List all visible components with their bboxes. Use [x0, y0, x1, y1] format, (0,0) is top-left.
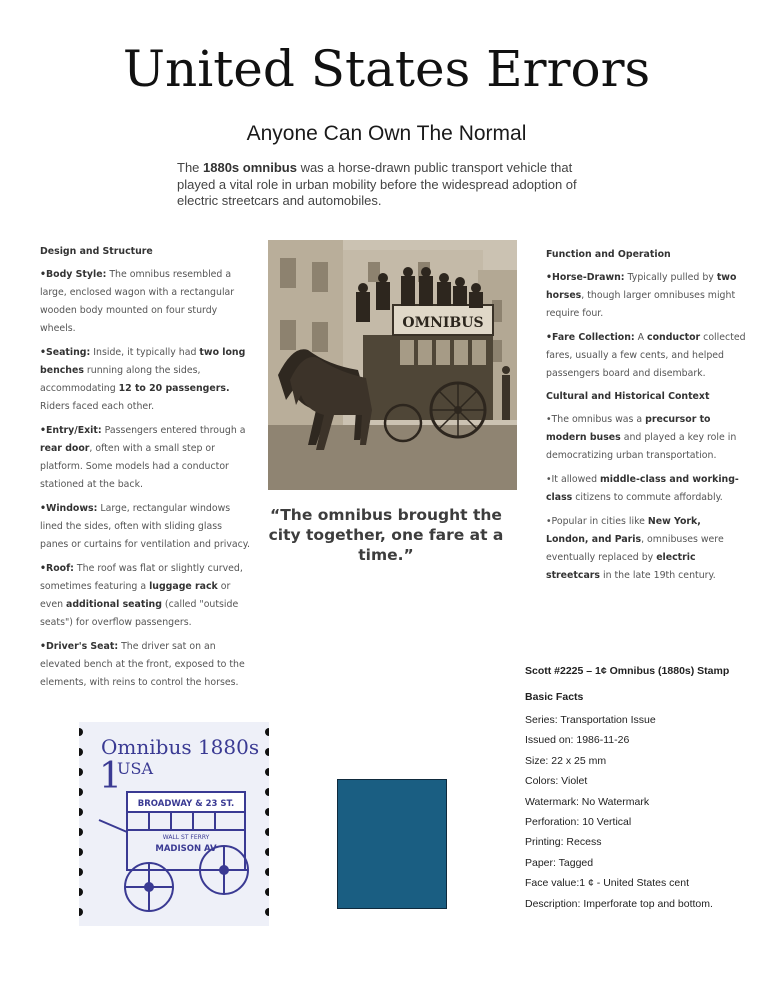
item-text: collected fares, usually a few cents, and helped passengers board and disembark.	[546, 332, 746, 379]
list-item	[40, 344, 250, 416]
fact-description: Description: Imperforate top and bottom.	[525, 897, 713, 910]
svg-text:MADISON AV: MADISON AV	[155, 844, 217, 854]
item-label: •Windows:	[40, 503, 98, 514]
page-subtitle: Anyone Can Own The Normal	[246, 122, 527, 145]
design-section	[40, 244, 250, 698]
item-text: running along the sides, accommodating	[40, 365, 201, 394]
item-text: The driver sat on an elevated bench at the front, exposed to the elements, with reins to control the horses.	[40, 641, 245, 688]
omnibus-illustration	[268, 240, 517, 490]
item-text: Inside, it typically had	[90, 347, 200, 358]
omnibus-stamp-illustration	[79, 722, 269, 926]
item-text: (called "outside seats") for overflow passengers.	[40, 599, 239, 628]
list-item	[40, 560, 250, 632]
item-text: Large, rectangular windows lined the sides, often with sliding glass panes or curtains for ventilation and privacy.	[40, 503, 250, 550]
fact-paper: Paper: Tagged	[525, 856, 594, 869]
svg-text:USA: USA	[117, 759, 153, 778]
list-item	[546, 411, 746, 465]
item-bold: conductor	[647, 332, 701, 343]
list-item	[40, 266, 250, 338]
fact-colors: Colors: Violet	[525, 775, 588, 788]
stamp-facts	[525, 664, 765, 914]
item-text: Passengers entered through a	[101, 425, 246, 436]
item-label: •Driver's Seat:	[40, 641, 119, 652]
item-text: •Popular in cities like	[546, 516, 648, 527]
list-item	[546, 513, 746, 585]
item-text: or even	[40, 581, 231, 610]
item-label: •Roof:	[40, 563, 74, 574]
item-label: •Entry/Exit:	[40, 425, 102, 436]
item-bold: middle-class and working-class	[546, 474, 739, 503]
function-section	[546, 247, 746, 591]
intro-text: The	[177, 160, 204, 175]
item-bold: two horses	[546, 272, 737, 301]
fact-issued: Issued on: 1986-11-26	[525, 734, 630, 747]
item-text: Riders faced each other.	[40, 401, 155, 412]
fact-perforation: Perforation: 10 Vertical	[525, 815, 632, 828]
fact-printing: Printing: Recess	[525, 836, 602, 849]
item-text: in the late 19th century.	[599, 570, 716, 581]
item-text: The roof was flat or slightly curved, sometimes featuring a	[40, 563, 243, 592]
page-title: United States Errors	[122, 40, 651, 98]
item-text: citizens to commute affordably.	[572, 492, 723, 503]
item-text: , though larger omnibuses might require four.	[546, 290, 736, 319]
stamp-image	[79, 722, 269, 926]
list-item	[40, 500, 250, 554]
list-item	[40, 422, 250, 494]
item-bold: New York, London, and Paris	[546, 516, 701, 545]
list-item	[546, 269, 746, 323]
svg-text:1: 1	[99, 756, 122, 797]
item-text: , omnibuses were eventually replaced by	[546, 534, 724, 563]
svg-text:OMNIBUS: OMNIBUS	[402, 315, 484, 331]
item-text: •It allowed	[546, 474, 601, 485]
intro-paragraph	[177, 160, 597, 210]
item-label: •Body Style:	[40, 269, 107, 280]
item-text: •The omnibus was a	[546, 414, 646, 425]
fact-face-value: Face value:1 ¢ - United States cent	[525, 877, 690, 890]
section-heading: Function and Operation	[546, 249, 671, 260]
section-heading: Design and Structure	[40, 246, 153, 257]
list-item	[546, 329, 746, 383]
list-item	[40, 638, 250, 692]
fact-watermark: Watermark: No Watermark	[525, 795, 650, 808]
svg-text:BROADWAY & 23 ST.: BROADWAY & 23 ST.	[137, 799, 235, 809]
item-text: and played a key role in democratizing urban transportation.	[546, 432, 737, 461]
fact-series: Series: Transportation Issue	[525, 714, 656, 726]
section-heading: Cultural and Historical Context	[546, 391, 710, 402]
item-text: The omnibus resembled a large, enclosed wagon with a rectangular wooden body mounted on four sturdy wheels.	[40, 269, 235, 334]
item-text: A	[634, 332, 648, 343]
item-bold: 12 to 20 passengers.	[118, 383, 230, 394]
item-bold: luggage rack	[149, 581, 218, 592]
featured-quote: “The omnibus brought the city together, one fare at a time.”	[268, 506, 504, 564]
intro-text: was a horse-drawn public transport vehicle that played a vital role in urban mobility before the widespread adoption of electric streetcars and automobiles.	[177, 160, 577, 208]
item-label: •Seating:	[40, 347, 91, 358]
facts-subheading: Basic Facts	[525, 691, 584, 703]
svg-text:Omnibus 1880s: Omnibus 1880s	[101, 735, 260, 759]
svg-text:WALL ST FERRY: WALL ST FERRY	[162, 834, 210, 841]
item-bold: rear door	[40, 443, 90, 454]
intro-bold: 1880s omnibus	[203, 160, 297, 175]
item-label: •Horse-Drawn:	[546, 272, 625, 283]
item-bold: electric streetcars	[546, 552, 696, 581]
item-label: •Fare Collection:	[546, 332, 635, 343]
omnibus-engraving-image	[268, 240, 517, 490]
item-bold: two long benches	[40, 347, 246, 376]
item-bold: additional seating	[66, 599, 162, 610]
list-item	[546, 471, 746, 507]
item-text: , often with a small step or platform. Some models had a conductor stationed at the back.	[40, 443, 229, 490]
color-swatch	[337, 779, 447, 909]
item-bold: precursor to modern buses	[546, 414, 711, 443]
item-text: Typically pulled by	[624, 272, 717, 283]
fact-size: Size: 22 x 25 mm	[525, 754, 607, 767]
stamp-title: Scott #2225 – 1¢ Omnibus (1880s) Stamp	[525, 665, 730, 677]
